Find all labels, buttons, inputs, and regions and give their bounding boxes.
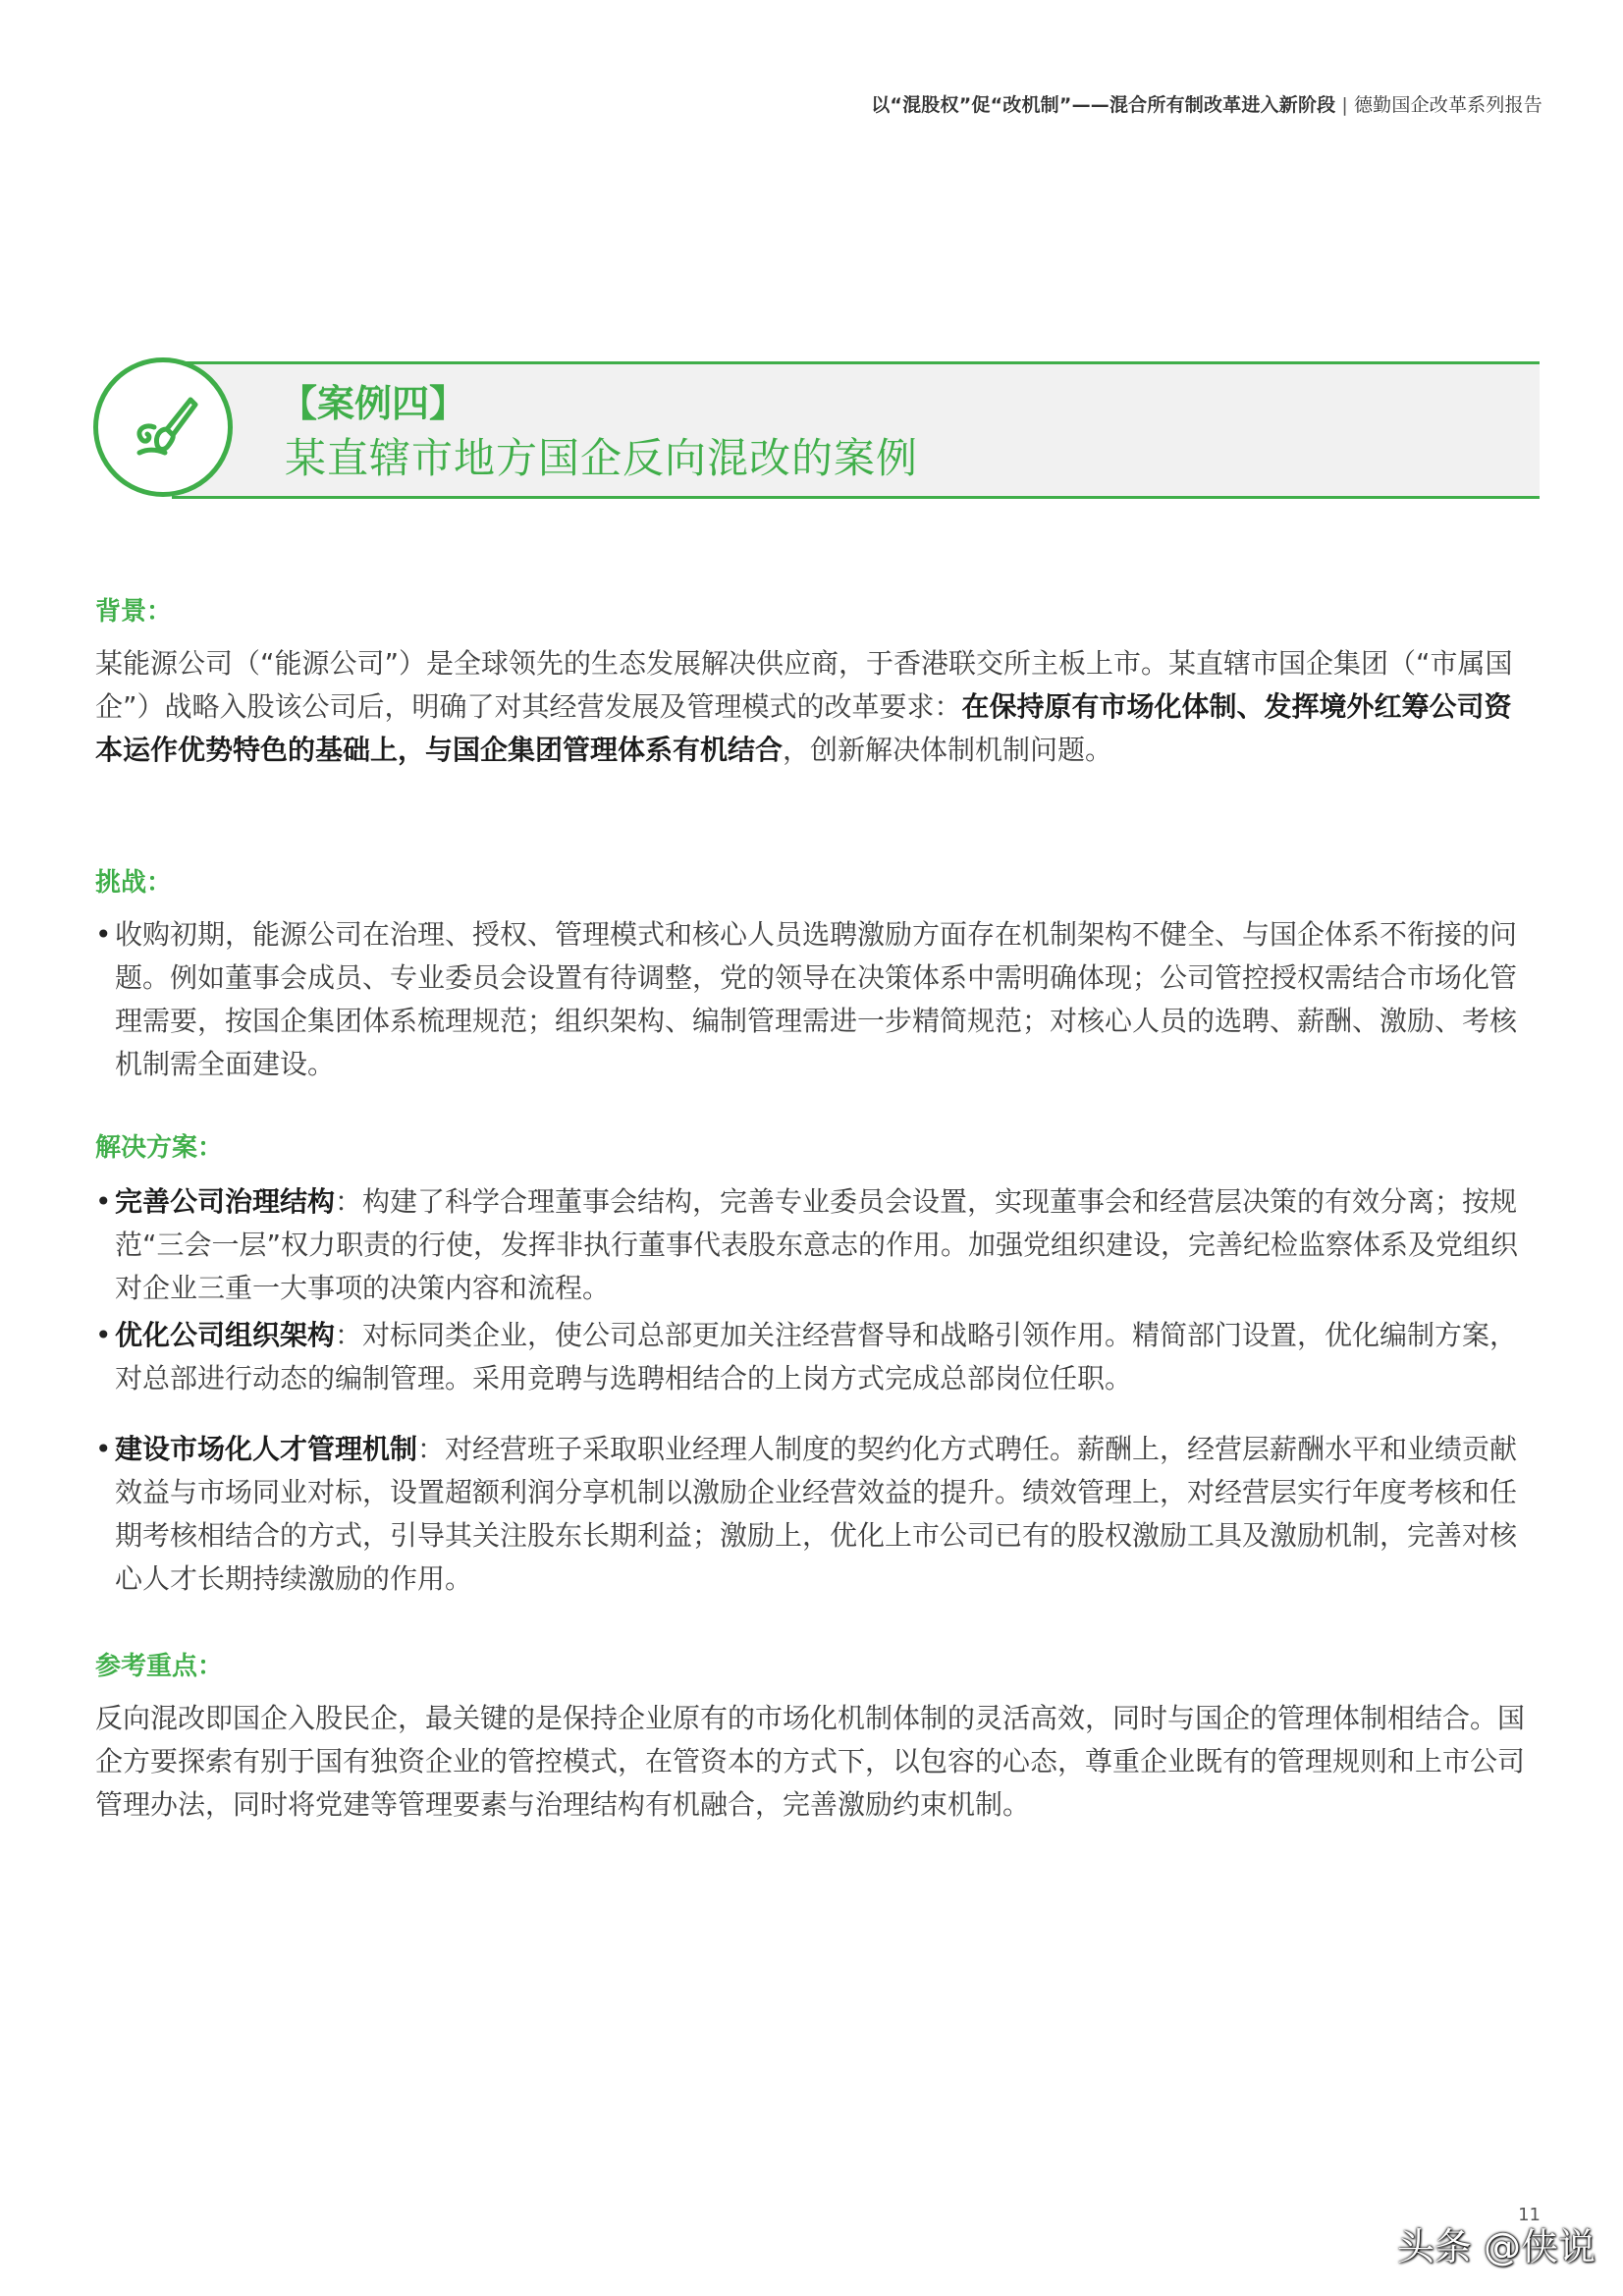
solution-item-text: ：对经营班子采取职业经理人制度的契约化方式聘任。薪酬上，经营层薪酬水平和业绩贡献效益与市场同业对标，设置超额利润分享机制以激励企业经营效益的提升。绩效管理上，对经营层实行年度考核和任期考核相结合的方式，引导其关注股东长期利益；激励上，优化上市公司已有的股权激励工具及激励机制，完善对核心人才长期持续激励的作用。 (115, 1433, 1518, 1595)
running-header (871, 90, 1542, 117)
section-solution (95, 1127, 1531, 1164)
page-number: 11 (1518, 2205, 1541, 2225)
section-title-challenge: 挑战： (95, 868, 173, 898)
solution-bullet (95, 1180, 1531, 1310)
background-text-1: 某能源公司（“能源公司”）是全球领先的生态发展解决供应商，于香港联交所主板上市。某直辖市国企集团（“市属国企”）战略入股该公司后，明确了对其经营发展及管理模式的改革要求： (95, 647, 1513, 723)
solution-item-heading: 建设市场化人才管理机制 (115, 1433, 418, 1465)
brush-icon-svg (122, 386, 204, 468)
case-title: 某直辖市地方国企反向混改的案例 (285, 434, 919, 482)
solution-item-heading: 完善公司治理结构 (115, 1185, 336, 1218)
solution-item-heading: 优化公司组织架构 (115, 1319, 336, 1351)
case-banner (93, 357, 1540, 497)
reference-body (95, 1697, 1531, 1827)
solution-item-organization (95, 1314, 1531, 1400)
solution-item-talent (95, 1428, 1531, 1601)
case-label: 【案例四】 (280, 382, 467, 425)
background-text-bold: 在保持原有市场化体制、发挥境外红筹公司资本运作优势特色的基础上，与国企集团管理体系有机结合 (95, 690, 1512, 766)
reference-paragraph: 反向混改即国企入股民企，最关键的是保持企业原有的市场化机制体制的灵活高效，同时与国企的管理体制相结合。国企方要探索有别于国有独资企业的管控模式，在管资本的方式下，以包容的心态，尊重企业既有的管理规则和上市公司管理办法，同时将党建等管理要素与治理结构有机融合，完善激励约束机制。 (95, 1702, 1526, 1821)
brush-icon (93, 357, 233, 497)
section-title-reference: 参考重点： (95, 1652, 224, 1681)
solution-bullet (95, 1428, 1531, 1601)
report-title: 以“混股权”促“改机制”——混合所有制改革进入新阶段 (871, 94, 1336, 116)
watermark: 头条 @侠说 (1396, 2225, 1596, 2269)
solution-item-text: ：对标同类企业，使公司总部更加关注经营督导和战略引领作用。精简部门设置，优化编制方案，对总部进行动态的编制管理。采用竞聘与选聘相结合的上岗方式完成总部岗位任职。 (115, 1319, 1518, 1394)
section-background (95, 591, 1531, 628)
challenge-body (95, 913, 1531, 1086)
report-series: 德勤国企改革系列报告 (1353, 94, 1542, 116)
solution-item-governance (95, 1180, 1531, 1310)
challenge-item: • 收购初期，能源公司在治理、授权、管理模式和核心人员选聘激励方面存在机制架构不健全、与国企体系不衔接的问题。例如董事会成员、专业委员会设置有待调整，党的领导在决策体系中需明确体现；公司管控授权需结合市场化管理需要，按国企集团体系梳理规范；组织架构、编制管理需进一步精简规范；对核心人员的选聘、薪酬、激励、考核机制需全面建设。 (95, 913, 1531, 1086)
solution-bullet (95, 1314, 1531, 1400)
background-body (95, 642, 1531, 772)
solution-item-text: ：构建了科学合理董事会结构，完善专业委员会设置，实现董事会和经营层决策的有效分离；按规范“三会一层”权力职责的行使，发挥非执行董事代表股东意志的作用。加强党组织建设，完善纪检监察体系及党组织对企业三重一大事项的决策内容和流程。 (115, 1185, 1519, 1304)
section-title-background: 背景： (95, 597, 173, 627)
section-challenge (95, 862, 1531, 899)
header-separator: | (1341, 94, 1348, 116)
section-title-solution: 解决方案： (95, 1133, 224, 1163)
background-paragraph (95, 642, 1531, 772)
background-text-2: ，创新解决体制机制问题。 (783, 734, 1113, 766)
section-reference (95, 1646, 1531, 1682)
